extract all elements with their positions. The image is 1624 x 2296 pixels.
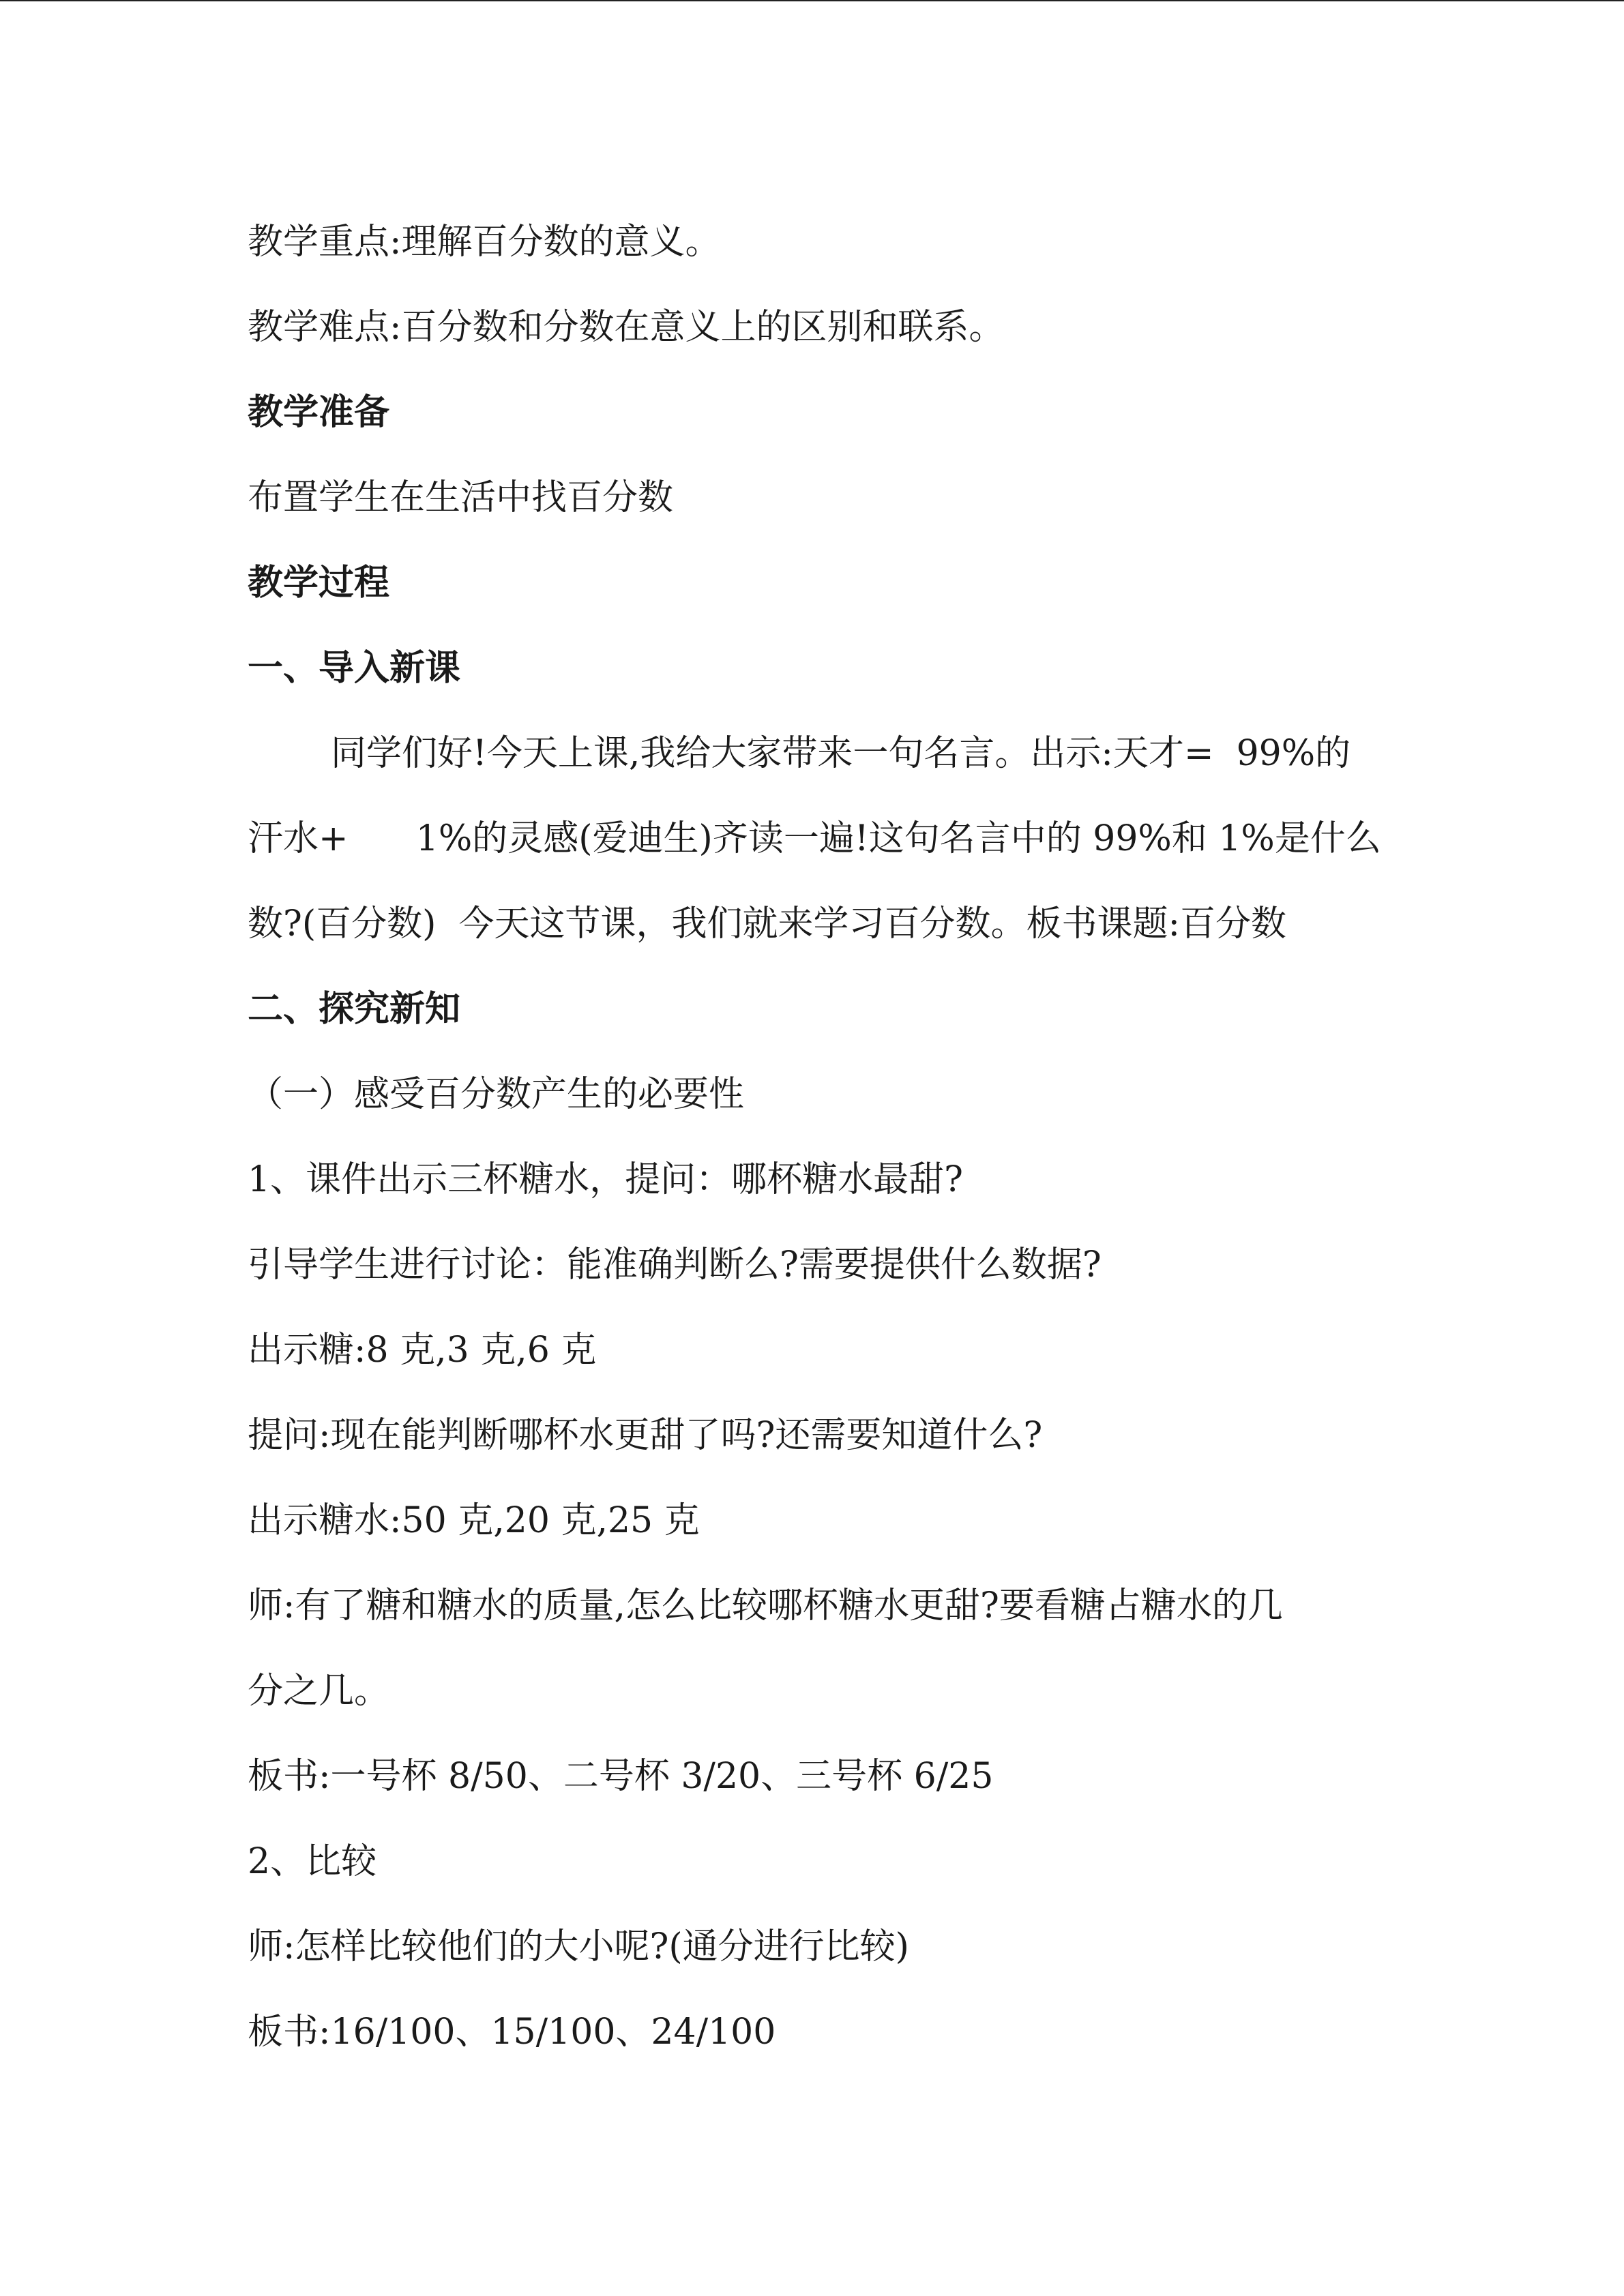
teaching-difficulty-line: 教学难点:百分数和分数在意义上的区别和联系。 [248, 307, 1005, 348]
paragraph-line: 分之几。 [248, 1671, 390, 1712]
preparation-text: 布置学生在生活中找百分数 [248, 477, 674, 518]
paragraph-line: 2、比较 [248, 1841, 377, 1882]
paragraph-line: 出示糖:8 克,3 克,6 克 [248, 1330, 597, 1371]
section-heading-intro: 一、导入新课 [248, 648, 461, 689]
paragraph-line: 同学们好!今天上课,我给大家带来一句名言。出示:天才= 99%的 [331, 733, 1351, 774]
paragraph-line: 引导学生进行讨论：能准确判断么?需要提供什么数据? [248, 1244, 1102, 1285]
section-heading-preparation: 教学准备 [248, 392, 390, 433]
paragraph-line: 师:有了糖和糖水的质量,怎么比较哪杯糖水更甜?要看糖占糖水的几 [248, 1585, 1283, 1626]
paragraph-line: 板书:一号杯 8/50、二号杯 3/20、三号杯 6/25 [248, 1756, 994, 1797]
subsection-heading: （一）感受百分数产生的必要性 [248, 1074, 745, 1115]
paragraph-line: 数?(百分数) 今天这节课，我们就来学习百分数。板书课题:百分数 [248, 904, 1287, 944]
paragraph-line: 板书:16/100、15/100、24/100 [248, 2012, 776, 2053]
paragraph-line: 师:怎样比较他们的大小呢?(通分进行比较) [248, 1926, 909, 1967]
teaching-focus-line: 教学重点:理解百分数的意义。 [248, 222, 721, 263]
section-heading-process: 教学过程 [248, 563, 390, 603]
section-heading-explore: 二、探究新知 [248, 989, 461, 1030]
paragraph-line: 出示糖水:50 克,20 克,25 克 [248, 1500, 700, 1541]
paragraph-line: 汗水+ 1%的灵感(爱迪生)齐读一遍!这句名言中的 99%和 1%是什么 [248, 818, 1381, 859]
paragraph-line: 1、课件出示三杯糖水，提问：哪杯糖水最甜? [248, 1159, 963, 1200]
paragraph-line: 提问:现在能判断哪杯水更甜了吗?还需要知道什么? [248, 1415, 1043, 1456]
